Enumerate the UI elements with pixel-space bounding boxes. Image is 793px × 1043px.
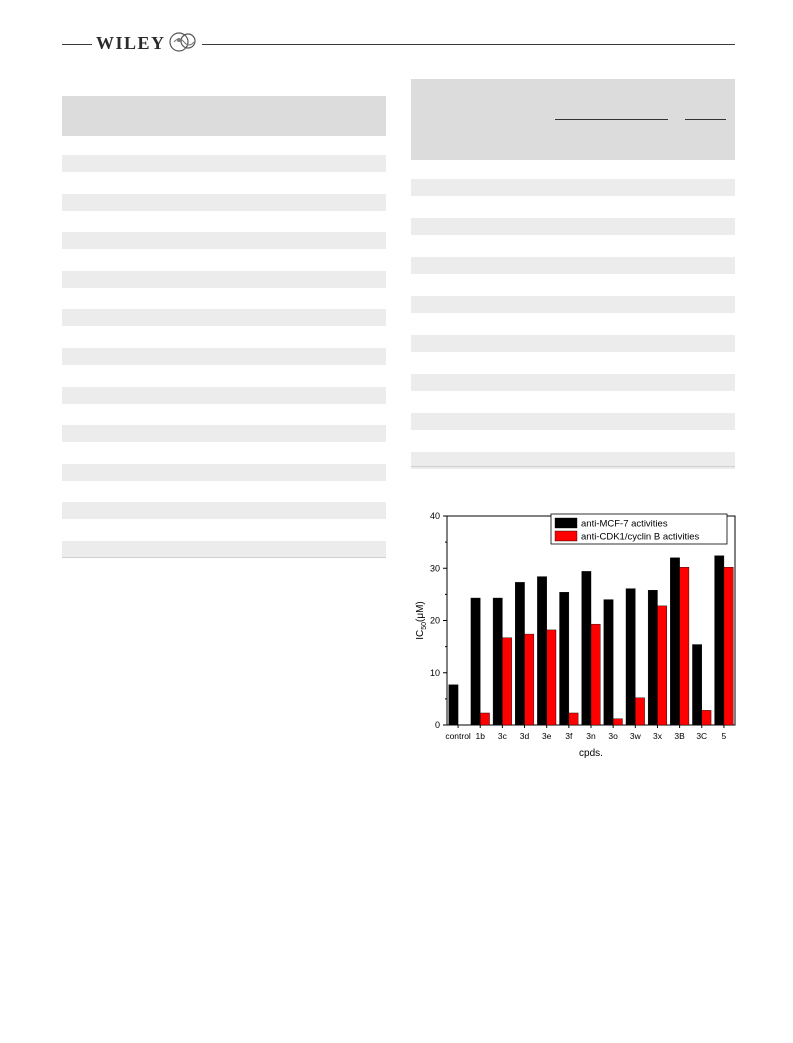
right-table-bottom-rule bbox=[411, 466, 735, 467]
left-table bbox=[62, 96, 386, 558]
x-tick-label: 3o bbox=[608, 731, 618, 741]
bar-cdk1-3o bbox=[613, 719, 622, 725]
y-axis-label-unit: (μM) bbox=[415, 601, 426, 622]
left-table-row bbox=[62, 194, 386, 211]
left-table-row bbox=[62, 541, 386, 558]
left-table-row bbox=[62, 155, 386, 172]
bar-cdk1-3C bbox=[702, 710, 711, 725]
x-tick-label: 3e bbox=[541, 731, 552, 741]
y-tick-label: 30 bbox=[429, 563, 440, 574]
left-table-row bbox=[62, 425, 386, 442]
left-table-row bbox=[62, 502, 386, 519]
bar-mcf7-3f bbox=[560, 592, 569, 725]
right-table-row bbox=[411, 296, 735, 313]
right-table-row bbox=[411, 335, 735, 352]
right-table-row bbox=[411, 413, 735, 430]
bar-cdk1-3B bbox=[680, 567, 689, 725]
left-table-row bbox=[62, 348, 386, 365]
x-tick-label: control bbox=[445, 731, 471, 741]
x-tick-label: 3d bbox=[519, 731, 530, 741]
bar-cdk1-3x bbox=[657, 606, 666, 725]
y-axis-label bbox=[415, 601, 428, 640]
bar-cdk1-1b bbox=[480, 713, 489, 725]
x-tick-label: 3B bbox=[674, 731, 685, 741]
left-table-row bbox=[62, 232, 386, 249]
bar-cdk1-3w bbox=[635, 698, 644, 725]
y-tick-label: 20 bbox=[429, 615, 440, 626]
y-tick-label: 0 bbox=[434, 720, 440, 730]
right-table-header-span-rule-2 bbox=[685, 119, 726, 120]
x-tick-label: 3C bbox=[696, 731, 708, 741]
publisher-wordmark: WILEY bbox=[96, 33, 166, 53]
left-table-row bbox=[62, 309, 386, 326]
y-tick-label: 40 bbox=[429, 511, 440, 521]
legend-swatch-mcf7 bbox=[555, 518, 577, 528]
bar-cdk1-3e bbox=[547, 630, 556, 725]
bar-mcf7-1b bbox=[471, 598, 480, 725]
bar-cdk1-3d bbox=[525, 634, 534, 725]
bar-mcf7-3w bbox=[626, 589, 635, 725]
bar-mcf7-3d bbox=[515, 582, 524, 725]
bar-cdk1-3f bbox=[569, 713, 578, 725]
wiley-society-seal-icon bbox=[168, 30, 198, 54]
ic50-bar-chart bbox=[405, 505, 745, 765]
y-axis-label-main: IC bbox=[415, 629, 426, 640]
y-tick-label: 10 bbox=[429, 667, 440, 678]
bar-mcf7-3c bbox=[493, 598, 502, 725]
bar-mcf7-3o bbox=[604, 600, 613, 725]
bar-cdk1-3n bbox=[591, 624, 600, 725]
right-table-row bbox=[411, 257, 735, 274]
legend-label-cdk1: anti-CDK1/cyclin B activities bbox=[581, 531, 700, 543]
header-rule-right bbox=[202, 44, 735, 45]
bar-mcf7-3x bbox=[648, 590, 657, 725]
header-rule-left bbox=[62, 44, 92, 45]
bar-mcf7-5 bbox=[715, 556, 724, 725]
bar-mcf7-3C bbox=[692, 645, 701, 725]
bar-mcf7-control bbox=[449, 685, 458, 725]
right-table-header-span-rule-1 bbox=[555, 119, 668, 120]
right-table-row bbox=[411, 179, 735, 196]
left-table-bottom-rule bbox=[62, 557, 386, 558]
x-tick-label: 1b bbox=[475, 731, 485, 741]
left-table-row bbox=[62, 271, 386, 288]
right-table bbox=[411, 79, 735, 467]
x-tick-label: 5 bbox=[721, 731, 727, 741]
legend-swatch-cdk1 bbox=[555, 531, 577, 541]
x-tick-label: 3f bbox=[565, 731, 573, 741]
bar-cdk1-5 bbox=[724, 567, 733, 725]
x-tick-label: 3w bbox=[629, 731, 641, 741]
bar-mcf7-3e bbox=[537, 577, 546, 725]
left-table-header bbox=[62, 96, 386, 136]
right-table-row bbox=[411, 374, 735, 391]
x-tick-label: 3n bbox=[586, 731, 596, 741]
x-tick-label: 3c bbox=[497, 731, 507, 741]
legend-label-mcf7: anti-MCF-7 activities bbox=[581, 518, 668, 530]
bar-mcf7-3n bbox=[582, 571, 591, 725]
right-table-row bbox=[411, 218, 735, 235]
y-axis-label-sub: 50 bbox=[421, 621, 428, 630]
bar-cdk1-3c bbox=[502, 638, 511, 725]
left-table-row bbox=[62, 464, 386, 481]
x-tick-label: 3x bbox=[652, 731, 662, 741]
x-axis-label: cpds. bbox=[579, 748, 603, 759]
bar-mcf7-3B bbox=[670, 558, 679, 725]
left-table-row bbox=[62, 387, 386, 404]
